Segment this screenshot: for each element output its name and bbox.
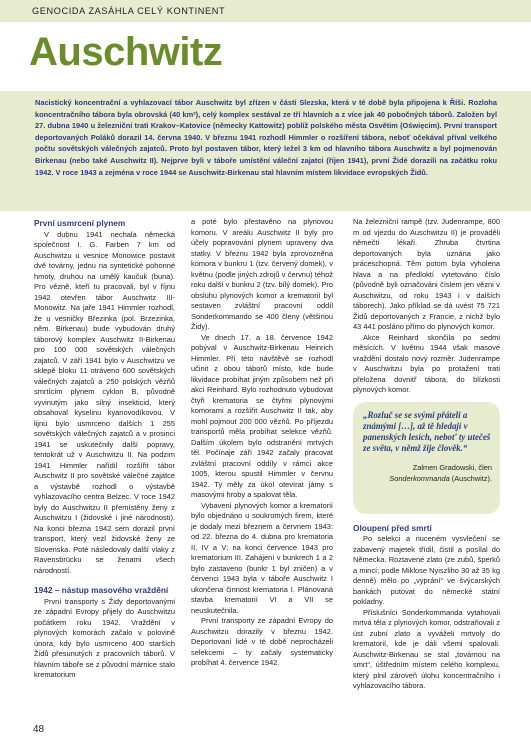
quote-author: Zalmen Gradowski, člen xyxy=(412,463,492,473)
column-1 xyxy=(34,217,175,681)
body-paragraph: Akce Reinhard skončila po sedmi měsících. V květnu 1944 však masové vraždění dostalo nový rozměr. Judenrampe v Auschwitzu byla po protažení trati přeložena dovnitř tábora, do blízkosti plynových komor. xyxy=(353,332,500,394)
body-paragraph: Po selekci a nuceném vysvlečení se zabavený majetek třídil, čistil a posílal do Německa. Roztavené zlato (ze zubů, šperků a mincí; podle Miklose Nyiszliho 30 až 35 kg denně) mělo po „vyprání“ ve švýcarských bankách putovat do německé státní pokladny. xyxy=(353,534,500,606)
page-number: 48 xyxy=(33,724,45,735)
body-paragraph: Ve dnech 17. a 18. července 1942 pobýval v Auschwitz-Birkenau Heinrich Himmler. Při této návštěvě se rozhodl učinit z obou táborů místo, kde bude likvidace probíhat jiným způsobem než při akci Reinhard. Bylo rozhodnuto vybudovat čtyři krematoria se čtyřmi plynovými komorami a rozšířit Auschwitz II tak, aby mohl pojmout 200 000 vězňů. Po příjezdu transportů měla probíhat selekce vězňů. Dalším úkolem bylo odstranění mrtvých těl. Počínaje září 1942 začaly pracovat zvláštní pracovní oddíly v rámci akce 1005, kterou spustil Himmler v červnu 1942. Ty měly za úkol otevírat jámy s masovými hroby a spalovat těla. xyxy=(191,332,333,499)
column-2 xyxy=(191,217,333,669)
quote-place: (Auschwitz). xyxy=(451,473,492,483)
body-paragraph: Příslušníci Sonderkommanda vytahovali mrtvá těla z plynových komor, odstraňovali z úst zubní zlato a vyváželi mrtvoly do krematorií, kde je dáli všemi spalovali. Auschwitz-Birkenau se stal „továrnou na smrt“, úštředním místem celého komplexu, který plnil zároveň úlohu koncentračního i vyhlazovacího tábora. xyxy=(353,607,500,690)
section-heading: 1942 – nástup masového vraždění xyxy=(34,585,169,595)
body-paragraph: První transporty ze západní Evropy do Auschwitzu dorazily v březnu 1942. Deportovaní lidé v té době neprocházeli selekcemi – ty začaly systematicky probíhat 4. července 1942. xyxy=(191,616,333,667)
section-heading: První usmrcení plynem xyxy=(34,218,126,228)
lead-paragraph: Nacistický koncentrační a vyhlazovací tábor Auschwitz byl zřízen v části Slezska, která v té době byla připojena k Říši. Rozloha koncentračního tábora byla obrovská (40 km²), celý komplex sestával ze tří hlavních a z více jak 40 pobočných táborů. Založen byl 27. dubna 1940 u železniční trati Krakov–Katovice (německy Kattowitz) poblíž polského města Osvětim (Oświęcim). První transport deportovaných Poláků dorazil 14. června 1940. V březnu 1941 rozhodl Himmler o rozšíření tábora, neboť očekával příval velkého počtu sovětských válečných zajatců. Proto byl postaven tábor, který ležel 3 km od hlavního tábora Auschwitz a byl pojmenován Birkenau (nebo také Auschwitz II). Nejprve byli v táboře umístění váleční zajatci (říjen 1941), první Židé dorazili na začátku roku 1942. V roce 1943 a zejména v roce 1944 se Auschwitz-Birkenau stal hlavním místem likvidace evropských Židů. xyxy=(35,98,497,177)
column-3 xyxy=(353,217,500,692)
body-paragraph: První transporty s Židy deportovanými ze západní Evropy přijely do Auschwitzu počátkem roku 1942. Vraždění v plynových komorách začalo v polovině února, kdy bylo usmrceno 400 starších Židů přesunutých z pracovních táborů. V hlavním táboře se z původní márnice stalo krematorium xyxy=(34,596,175,679)
page-title: Auschwitz xyxy=(29,30,223,74)
body-paragraph: a poté bylo přestavěno na plynovou komoru. V areálu Auschwitz II byly pro účely popravování plynem upraveny dva statky. V březnu 1942 byla zprovozněna komora v bunkru 1 (tzv. červený domek), v květnu (podle jiných zdrojů v červnu) téhož roku další v bunkru 2 (tzv. bílý domek). Pro obsluhu plynových komor a krematorií byl sestaven zvláštní pracovní oddíl Sonderkommando se 400 členy (většinou Židy). xyxy=(191,217,333,331)
body-paragraph: Vybavení plynových komor a krematorií bylo objednáno u soukromých firem, které je dodaly mezi březnem a červnem 1943: od 22. března do 4. dubna pro krematoria II, IV a V; na konci července 1943 pro krematorium III. Zahájení v bunkrech 1 a 2 bylo zastaveno (bunkr 1 byl zničen) a v červenci 1943 byla v táboře Auschwitz I ukončena činnost krematoria I. Plánovaná stavba krematorií VI a VII se neuskutečnila. xyxy=(191,500,333,615)
quote-text: „Rozluč se se svými přáteli a známými […], až tě hledají v panenských lesích, neboť ty utečeš ze světa, v němž žije člověk.“ xyxy=(363,409,491,454)
body-paragraph: V dubnu 1941 nechala německá společnost I. G. Farben 7 km od Auschwitzu u vesnice Monowice postavit dvě továrny, jednu na syntetické pohonné hmoty, druhou na umělý kaučuk (buna). Pro vězně, kteří tu pracovali, byl v říjnu 1942 otevřen tábor Auschwitz III-Monowitz. Na jaře 1941 Himmler rozhodl, že u vesničky Březinka (pol. Brzezinka, něm. Birkenau) bude vybudován druhý táborový komplex Auschwitz II-Birkenau pro 100 000 sovětských válečných zajatců. V září 1941 bylo v Auschwitzu ve sklepě bloku 11 otráveno 600 sovětských válečných zajatců a 250 polských vězňů smrtícím plynem cyklon B, původně vyvinutým jako silný insekticid, který obsahoval kyselinu kyanovodíkovou. V lijnu bylo usmrceno dalších 1 255 sovětských válečných zajatců a v prosinci 1941 se uskutečnily další popravy, tentokrát už v Auschwitzu II. Na podzim 1941 Himmler nařídil rozšířit tábor Auschwitz II pro sovětské válečné zajatce a výstavbě rozhodl o výstavbě vyhlazovacího centra Belzec. V roce 1942 byly do Auschwitzu II přemístěny ženy z Auschwitzu I (židovské i jiné národnosti). Na konci března 1942 sem dorazil první transport, který vezl židovské ženy ze Slovenska. Poté následovaly další vlaky z Ravensbrücku se ženami všech národností. xyxy=(34,229,175,575)
section-kicker: GENOCIDA ZASÁHLA CELÝ KONTINENT xyxy=(32,6,226,16)
pull-quote xyxy=(353,402,500,514)
body-paragraph: Na železniční rampě (tzv. Judenrampe, 800 m od vjezdu do Auschwitzu II) je prováděli němečtí lékaři. Zhruba čtvrtina deportovaných byla uznána jako práceschopná. Těm potom byla vyholena hlava a na předloktí vytetováno číslo (původně byli označováni číslem jen vězni v Auschwitzu, od roku 1943 i v dalších táborech). Jako příklad se dá uvést 75 721 Židů deportovaných z Francie, z nichž bylo 43 441 posláno přímo do plynových komor. xyxy=(353,217,500,331)
quote-attribution xyxy=(363,463,492,483)
section-heading: Oloupení před smrtí xyxy=(353,522,432,533)
quote-role: Sonderkommanda xyxy=(389,473,450,483)
